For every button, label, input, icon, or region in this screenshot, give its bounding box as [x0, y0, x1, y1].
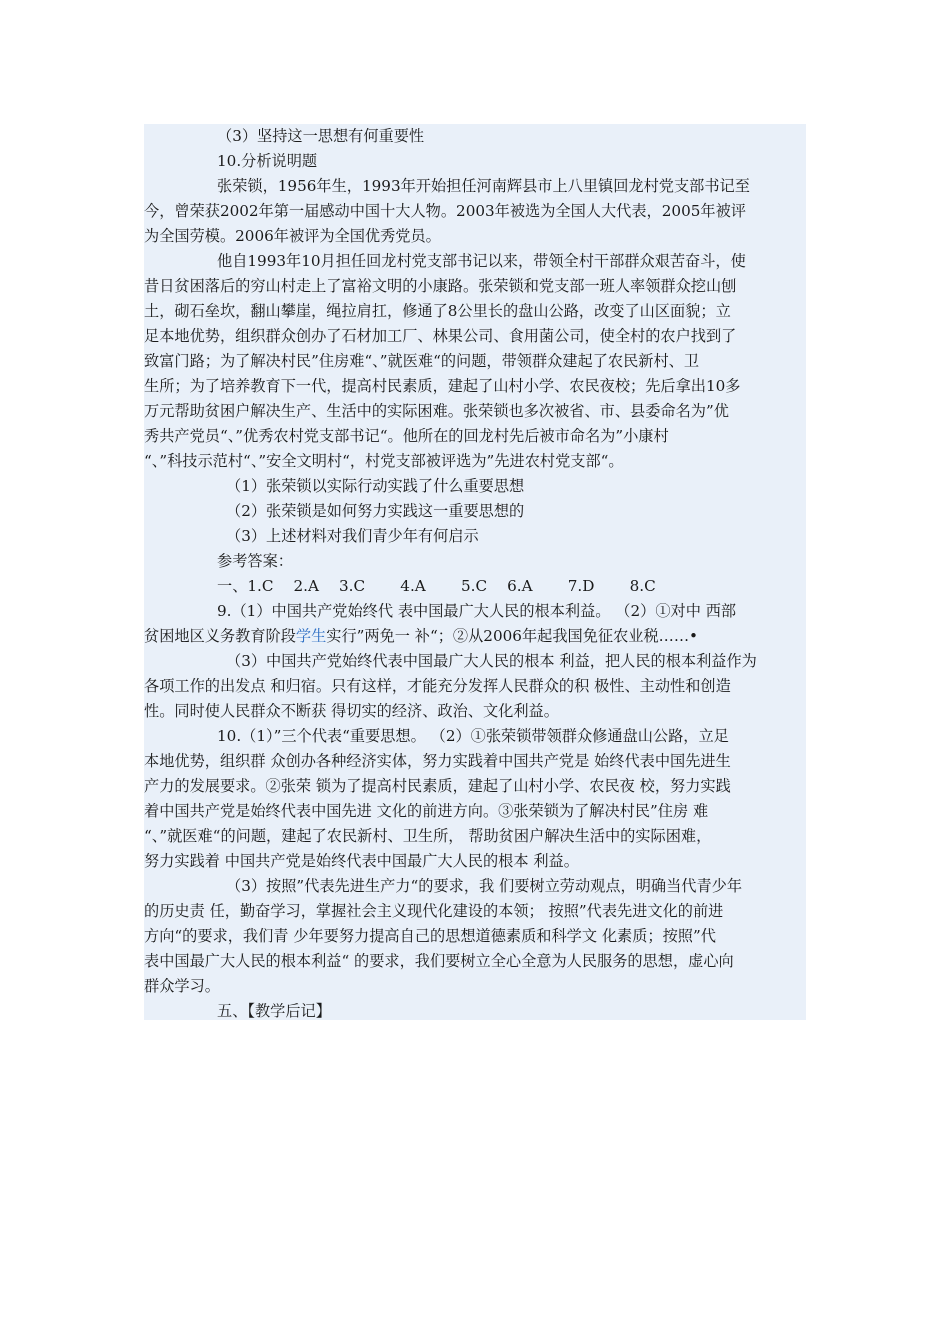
answer-line: 群众学习。: [144, 977, 220, 995]
paragraph-line: 昔日贫困落后的穷山村走上了富裕文明的小康路。张荣锁和党支部一班人率领群众挖山刨: [144, 277, 737, 295]
paragraph-line: 生所；为了培养教育下一代，提高村民素质，建起了山村小学、农民夜校；先后拿出10多: [144, 377, 741, 395]
section-10-heading: 10.分析说明题: [217, 152, 318, 170]
answer-line: 各项工作的出发点 和归宿。只有这样，才能充分发挥人民群众的积 极性、主动性和创造: [144, 677, 731, 695]
answer-line: 表中国最广大人民的根本利益“ 的要求，我们要树立全心全意为人民服务的思想，虚心向: [144, 952, 734, 970]
teaching-notes-heading: 五、【教学后记】: [217, 1002, 331, 1020]
answer-text: 实行”两免一 补“；②从2006年起我国免征农业税……•: [326, 627, 698, 645]
paragraph-line: 今，曾荣获2002年第一届感动中国十大人物。2003年被选为全国人大代表，2005年被评: [144, 202, 746, 220]
paragraph-line: 土，砌石垒坎，翻山攀崖，绳拉肩扛，修通了8公里长的盘山公路，改变了山区面貌；立: [144, 302, 731, 320]
answer-line: 着中国共产党是始终代表中国先进 文化的前进方向。③张荣锁为了解决村民”住房 难: [144, 802, 709, 820]
student-link[interactable]: 学生: [295, 627, 327, 645]
paragraph-line: 致富门路；为了解决村民”住房难“、”就医难“的问题，带领群众建起了农民新村、卫: [144, 352, 700, 370]
choice-answers-line: 一、1.C 2.A 3.C 4.A 5.C 6.A 7.D 8.C: [217, 577, 656, 595]
paragraph-line: 他自1993年10月担任回龙村党支部书记以来，带领全村干部群众艰苦奋斗，使: [217, 252, 746, 270]
sub-question-line: （1）张荣锁以实际行动实践了什么重要思想: [226, 477, 525, 495]
answer-line: 产力的发展要求。②张荣 锁为了提高村民素质，建起了山村小学、农民夜 校，努力实践: [144, 777, 731, 795]
paragraph-line: 足本地优势，组织群众创办了石材加工厂、林果公司、食用菌公司，使全村的农户找到了: [144, 327, 737, 345]
paragraph-line: 张荣锁，1956年生，1993年开始担任河南辉县市上八里镇回龙村党支部书记至: [217, 177, 750, 195]
question-3-line: （3）坚持这一思想有何重要性: [217, 127, 425, 145]
answer-line: （3）按照”代表先进生产力“的要求，我 们要树立劳动观点，明确当代青少年: [226, 877, 743, 895]
paragraph-line: 秀共产党员“、”优秀农村党支部书记“。他所在的回龙村先后被市命名为”小康村: [144, 427, 669, 445]
answer-line: （3）中国共产党始终代表中国最广大人民的根本 利益，把人民的根本利益作为: [226, 652, 757, 670]
sub-question-line: （3）上述材料对我们青少年有何启示: [226, 527, 479, 545]
answer-line: 本地优势，组织群 众创办各种经济实体，努力实践着中国共产党是 始终代表中国先进生: [144, 752, 731, 770]
answer-line: 的历史责 任，勤奋学习，掌握社会主义现代化建设的本领； 按照”代表先进文化的前进: [144, 902, 724, 920]
answer-line: 性。同时使人民群众不断获 得切实的经济、政治、文化利益。: [144, 702, 559, 720]
answer-line: 10.（1）”三个代表“重要思想。 （2）①张荣锁带领群众修通盘山公路，立足: [217, 727, 729, 745]
answer-line: 9.（1）中国共产党始终代 表中国最广大人民的根本利益。 （2）①对中 西部: [217, 602, 737, 620]
sub-question-line: （2）张荣锁是如何努力实践这一重要思想的: [226, 502, 525, 520]
answer-line: [144, 624, 806, 648]
paragraph-line: 万元帮助贫困户解决生产、生活中的实际困难。张荣锁也多次被省、市、县委命名为”优: [144, 402, 729, 420]
answer-line: 努力实践着 中国共产党是始终代表中国最广大人民的根本 利益。: [144, 852, 579, 870]
paragraph-line: “、”科技示范村“、”安全文明村“，村党支部被评选为”先进农村党支部“。: [144, 452, 624, 470]
answer-text: 贫困地区义务教育阶段: [144, 627, 296, 645]
answer-line: 方向“的要求，我们青 少年要努力提高自己的思想道德素质和科学文 化素质；按照”代: [144, 927, 716, 945]
answer-line: “、”就医难“的问题，建起了农民新村、卫生所， 帮助贫困户解决生活中的实际困难，: [144, 827, 712, 845]
paragraph-line: 为全国劳模。2006年被评为全国优秀党员。: [144, 227, 441, 245]
answer-heading: 参考答案：: [217, 552, 293, 570]
